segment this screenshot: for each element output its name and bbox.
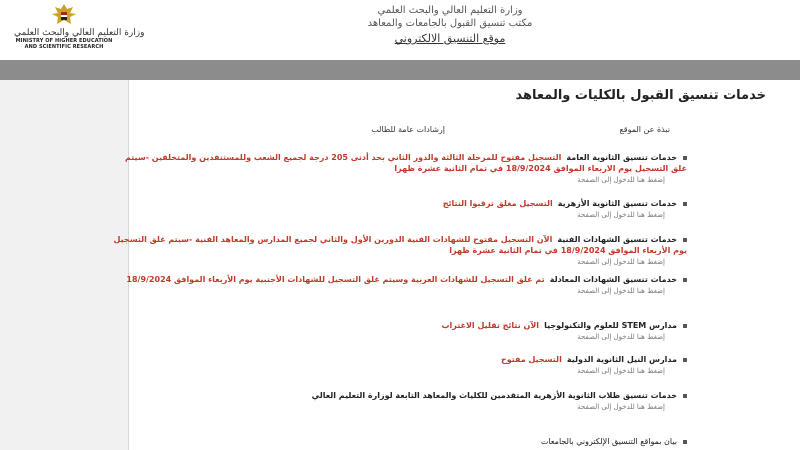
page-title: خدمات تنسيق القبول بالكليات والمعاهد: [515, 88, 766, 103]
logo-arabic-text: وزارة التعليم العالي والبحث العلمي: [14, 28, 145, 38]
service-name[interactable]: مدارس STEM للعلوم والتكنولوجيا: [544, 321, 677, 330]
service-status: التسجيل مغلق ترقبوا النتائج: [442, 199, 553, 208]
bullet-icon: [683, 202, 687, 206]
service-entry-link[interactable]: إضغط هنا للدخول إلى الصفحة: [577, 211, 665, 219]
bullet-icon: [683, 358, 687, 362]
service-entry-link[interactable]: إضغط هنا للدخول إلى الصفحة: [577, 287, 665, 295]
service-status: التسجيل مفتوح للمرحلة الثالثة والدور الثاني بحد أدنى 205 درجة لجميع الشعب وللمستنفدين والمتخلفين -سيتم غلق التسجيل يوم الاربعاء الموافق 18/9/2024 في تمام الثانية عشرة ظهرا: [125, 153, 687, 173]
service-item-equivalent: [107, 274, 687, 297]
service-name[interactable]: خدمات تنسيق الشهادات المعادلة: [549, 275, 677, 284]
service-entry-link[interactable]: إضغط هنا للدخول إلى الصفحة: [577, 176, 665, 184]
service-name[interactable]: بيان بمواقع التنسيق الإلكتروني بالجامعات: [540, 437, 677, 446]
bullet-icon: [683, 238, 687, 242]
bullet-icon: [683, 278, 687, 282]
bullet-icon: [683, 440, 687, 444]
service-name[interactable]: مدارس النيل الثانوية الدولية: [566, 355, 677, 364]
service-status: التسجيل مفتوح: [500, 355, 562, 364]
office-name: مكتب تنسيق القبول بالجامعات والمعاهد: [367, 18, 533, 29]
service-item-stem: [107, 320, 687, 343]
service-item-general-secondary: [107, 152, 687, 186]
tabs-row: [128, 125, 800, 141]
logo-english-line1: MINISTRY OF HIGHER EDUCATION: [15, 38, 113, 44]
service-item-technical: [107, 234, 687, 268]
bullet-icon: [683, 394, 687, 398]
header-gray-band: [0, 60, 800, 80]
service-entry-link[interactable]: إضغط هنا للدخول إلى الصفحة: [577, 333, 665, 341]
service-item-university-sites: [107, 436, 687, 447]
site-name-link[interactable]: موقع التنسيق الالكتروني: [394, 32, 506, 45]
eagle-emblem-icon: [49, 2, 79, 28]
service-name[interactable]: خدمات تنسيق الشهادات الفنية: [557, 235, 677, 244]
tab-about-site[interactable]: نبذة عن الموقع: [619, 125, 670, 134]
service-status: الآن نتائج تقليل الاغتراب: [441, 321, 540, 330]
ministry-name: وزارة التعليم العالي والبحث العلمي: [377, 5, 523, 16]
site-header: [0, 0, 800, 60]
service-item-azhar-secondary: [107, 198, 687, 221]
bullet-icon: [683, 156, 687, 160]
service-item-nile-schools: [107, 354, 687, 377]
service-entry-link[interactable]: إضغط هنا للدخول إلى الصفحة: [577, 367, 665, 375]
logo-english-line2: AND SCIENTIFIC RESEARCH: [24, 44, 104, 50]
service-name[interactable]: خدمات تنسيق الثانوية الأزهرية: [557, 199, 677, 208]
header-center-title: [300, 4, 600, 48]
service-entry-link[interactable]: إضغط هنا للدخول إلى الصفحة: [577, 403, 665, 411]
service-name[interactable]: خدمات تنسيق الثانوية العامة: [566, 153, 677, 162]
service-entry-link[interactable]: إضغط هنا للدخول إلى الصفحة: [577, 258, 665, 266]
bullet-icon: [683, 324, 687, 328]
service-name[interactable]: خدمات تنسيق طلاب الثانوية الأزهرية المتقدمين للكليات والمعاهد التابعة لوزارة التعليم العالي: [311, 391, 677, 400]
service-status: الآن التسجيل مفتوح للشهادات الفنية الدورين الأول والثاني لجميع المدارس والمعاهد الفنية -سيتم غلق التسجيل يوم الأربعاء الموافق 18/9/2024 في تمام الثانية عشرة ظهرا: [113, 235, 687, 255]
tab-student-guidance[interactable]: إرشادات عامة للطالب: [371, 125, 445, 134]
service-item-azhar-higher-ed: [107, 390, 687, 413]
ministry-logo[interactable]: [14, 2, 145, 58]
service-status: تم غلق التسجيل للشهادات العربية وسيتم غلق التسجيل للشهادات الأجنبية يوم الأربعاء الموافق 18/9/2024: [126, 275, 545, 284]
